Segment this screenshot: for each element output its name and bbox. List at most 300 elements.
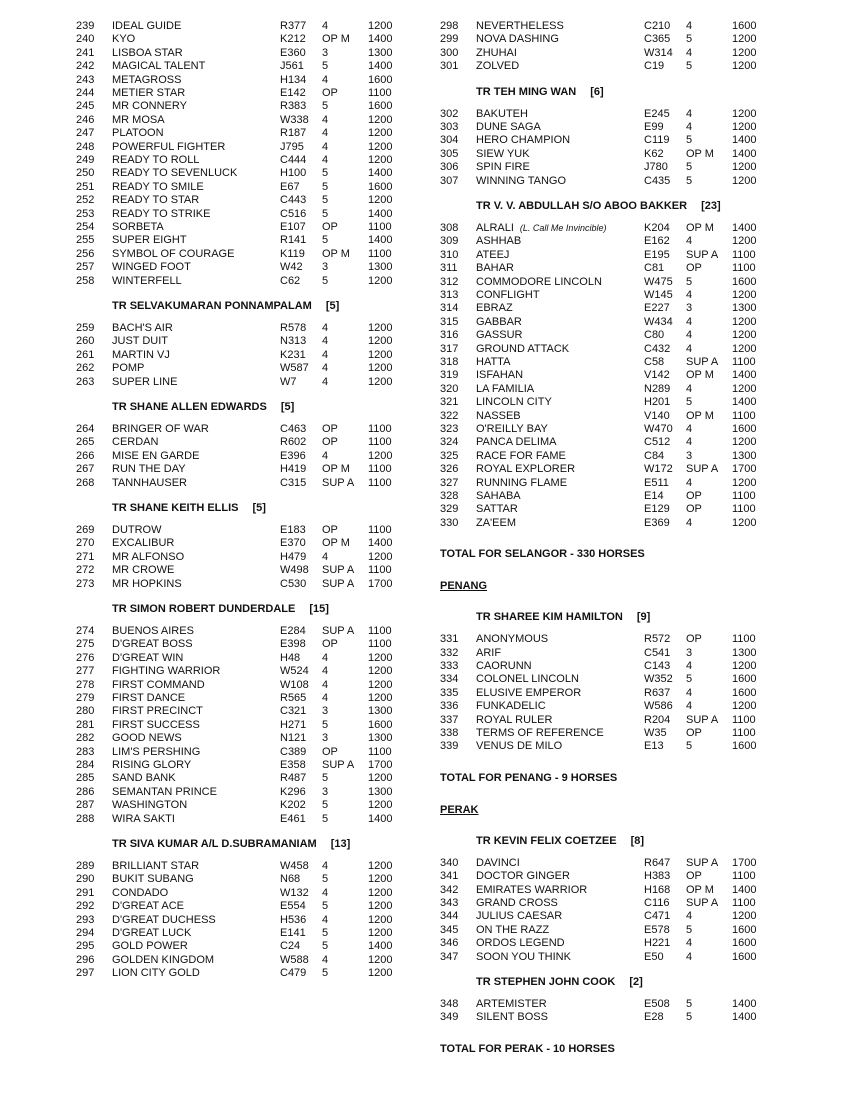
horse-rating: OP bbox=[322, 87, 338, 99]
entry-number: 275 bbox=[76, 638, 95, 651]
horse-rating: 5 bbox=[322, 799, 329, 812]
horse-name-text: ORDOS LEGEND bbox=[476, 937, 565, 950]
horse-distance: 1300 bbox=[368, 46, 393, 59]
trainer-horse-count: [15] bbox=[309, 603, 329, 615]
horse-rating: 4 bbox=[322, 692, 329, 704]
horse-name-text: GROUND ATTACK bbox=[476, 342, 570, 355]
entry-number: 263 bbox=[76, 375, 95, 388]
horse-name-text: GASSUR bbox=[476, 329, 523, 342]
horse-code: R487 bbox=[280, 772, 307, 785]
horse-name-text: METIER STAR bbox=[112, 87, 186, 99]
entry-number: 286 bbox=[76, 785, 95, 798]
horse-rating: 4 bbox=[322, 886, 329, 899]
horse-name-text: EXCALIBUR bbox=[112, 537, 175, 550]
horse-name-text: CONDADO bbox=[112, 886, 169, 899]
horse-name-text: RUNNING FLAME bbox=[476, 476, 568, 489]
horse-name bbox=[476, 937, 565, 950]
horse-distance: 1700 bbox=[732, 463, 757, 476]
horse-name bbox=[476, 161, 530, 174]
horse-rating: 4 bbox=[686, 121, 693, 133]
trainer-name: TR KEVIN FELIX COETZEE bbox=[476, 834, 617, 847]
horse-name-text: FIGHTING WARRIOR bbox=[112, 665, 221, 678]
horse-name bbox=[112, 578, 182, 591]
horse-distance: 1200 bbox=[732, 516, 757, 529]
horse-rating: 5 bbox=[322, 812, 329, 825]
horse-name bbox=[476, 924, 549, 937]
horse-name bbox=[112, 322, 173, 335]
horse-rating: 4 bbox=[322, 362, 329, 375]
horse-distance: 1100 bbox=[732, 356, 756, 368]
horse-code: E358 bbox=[280, 759, 306, 771]
trainer-name: TR SHAREE KIM HAMILTON bbox=[476, 611, 623, 624]
horse-rating: 4 bbox=[686, 700, 693, 713]
entry-number: 307 bbox=[440, 174, 459, 187]
trainer-horse-count: [2] bbox=[629, 976, 643, 988]
horse-name-text: FIRST COMMAND bbox=[112, 678, 205, 691]
horse-rating: 3 bbox=[686, 449, 693, 462]
horse-rating: 4 bbox=[322, 348, 329, 361]
trainer-horse-count: [5] bbox=[280, 401, 295, 413]
horse-name-text: CAORUNN bbox=[476, 660, 532, 672]
trainer-horse-count: [13] bbox=[330, 838, 351, 850]
entry-number: 260 bbox=[76, 335, 95, 348]
horse-code: E99 bbox=[644, 121, 664, 133]
horse-rating: SUP A bbox=[322, 476, 355, 489]
horse-rating: OP bbox=[322, 638, 338, 651]
horse-code: E370 bbox=[280, 537, 306, 550]
horse-code: R637 bbox=[644, 686, 671, 699]
horse-name bbox=[112, 799, 187, 812]
horse-rating: 5 bbox=[322, 100, 329, 113]
horse-name bbox=[476, 633, 548, 646]
horse-code: C512 bbox=[644, 436, 671, 449]
horse-code: C24 bbox=[280, 940, 301, 953]
entry-number: 346 bbox=[440, 937, 459, 950]
entry-number: 329 bbox=[440, 503, 459, 516]
entry-number: 291 bbox=[76, 886, 95, 899]
horse-rating: 3 bbox=[686, 646, 693, 659]
horse-name-text: ARIF bbox=[476, 646, 502, 659]
horse-name-text: HATTA bbox=[476, 356, 511, 368]
horse-code: K204 bbox=[644, 222, 670, 234]
trainer-name: TR V. V. ABDULLAH S/O ABOO BAKKER bbox=[476, 200, 688, 212]
entry-number: 255 bbox=[76, 234, 95, 247]
horse-rating: 4 bbox=[322, 127, 329, 140]
entry-number: 308 bbox=[440, 222, 459, 234]
horse-code: R602 bbox=[280, 436, 307, 449]
horse-code: C81 bbox=[644, 262, 665, 275]
trainer-heading bbox=[112, 603, 329, 616]
horse-rating: 4 bbox=[322, 651, 329, 664]
horse-distance: 1200 bbox=[368, 194, 393, 207]
horse-rating: OP M bbox=[322, 463, 350, 476]
horse-code: H168 bbox=[644, 883, 671, 896]
horse-distance: 1200 bbox=[732, 33, 757, 46]
horse-rating: 4 bbox=[322, 335, 329, 348]
horse-distance: 1200 bbox=[732, 121, 757, 133]
horse-name bbox=[112, 927, 191, 940]
horse-code: C435 bbox=[644, 174, 671, 187]
horse-distance: 1200 bbox=[368, 900, 393, 913]
horse-name-text: ANONYMOUS bbox=[476, 633, 549, 646]
horse-name bbox=[476, 910, 562, 923]
horse-distance: 1200 bbox=[732, 60, 757, 73]
horse-code: W7 bbox=[280, 375, 297, 388]
horse-name bbox=[112, 860, 199, 873]
entry-number: 284 bbox=[76, 759, 95, 771]
trainer-horse-count: [5] bbox=[325, 300, 340, 312]
horse-code: C389 bbox=[280, 745, 307, 758]
horse-distance: 1200 bbox=[368, 927, 393, 939]
horse-code: N68 bbox=[280, 873, 301, 886]
horse-rating: OP M bbox=[686, 147, 714, 160]
horse-distance: 1200 bbox=[732, 107, 757, 120]
entry-number: 315 bbox=[440, 315, 459, 328]
entry-number: 269 bbox=[76, 524, 95, 536]
horse-distance: 1200 bbox=[368, 335, 393, 348]
horse-code: R204 bbox=[644, 713, 671, 726]
horse-rating: 4 bbox=[686, 686, 693, 699]
horse-distance: 1100 bbox=[368, 476, 392, 489]
horse-code: E227 bbox=[644, 302, 670, 315]
horse-distance: 1100 bbox=[368, 524, 392, 536]
horse-name bbox=[476, 714, 552, 727]
horse-name bbox=[476, 673, 579, 686]
entry-number: 348 bbox=[440, 998, 459, 1010]
horse-name-text: LIM'S PERSHING bbox=[112, 745, 201, 758]
horse-rating: OP bbox=[686, 490, 702, 502]
horse-rating: 4 bbox=[322, 154, 329, 166]
horse-name-text: SYMBOL OF COURAGE bbox=[112, 247, 235, 260]
entry-number: 248 bbox=[76, 140, 95, 153]
horse-name bbox=[476, 383, 534, 396]
horse-rating: 4 bbox=[686, 476, 693, 489]
horse-name-text: ELUSIVE EMPEROR bbox=[476, 686, 582, 699]
horse-distance: 1600 bbox=[732, 950, 757, 963]
horse-name-text: RUN THE DAY bbox=[112, 463, 186, 476]
horse-distance: 1200 bbox=[368, 322, 393, 334]
horse-rating: 4 bbox=[686, 329, 693, 342]
horse-name bbox=[476, 727, 604, 740]
horse-name-text: NOVA DASHING bbox=[476, 33, 559, 46]
horse-name-text: MR CROWE bbox=[112, 564, 175, 577]
horse-distance: 1400 bbox=[732, 369, 757, 382]
horse-name-text: METAGROSS bbox=[112, 73, 182, 86]
horse-code: C541 bbox=[644, 646, 671, 659]
horse-distance: 1200 bbox=[368, 913, 393, 926]
horse-distance: 1100 bbox=[732, 262, 756, 275]
horse-distance: 1400 bbox=[732, 883, 757, 896]
horse-distance: 1100 bbox=[368, 436, 392, 449]
horse-rating: OP bbox=[686, 727, 702, 739]
horse-name bbox=[476, 740, 562, 753]
horse-name bbox=[112, 679, 205, 692]
horse-code: W498 bbox=[280, 564, 309, 577]
horse-name-text: MR CONNERY bbox=[112, 100, 187, 113]
horse-name bbox=[476, 33, 559, 46]
entry-number: 293 bbox=[76, 913, 95, 926]
horse-name bbox=[112, 705, 203, 718]
entry-number: 262 bbox=[76, 362, 95, 375]
horse-code: E141 bbox=[280, 927, 306, 939]
horse-name-text: EMIRATES WARRIOR bbox=[476, 883, 588, 896]
region-total: TOTAL FOR PERAK - 10 HORSES bbox=[440, 1042, 615, 1055]
entry-number: 328 bbox=[440, 490, 459, 502]
horse-code: E511 bbox=[644, 476, 669, 489]
entry-number: 283 bbox=[76, 745, 95, 758]
horse-name bbox=[112, 772, 176, 785]
horse-name-text: SATTAR bbox=[476, 503, 518, 516]
horse-rating: 3 bbox=[322, 732, 329, 745]
entry-number: 332 bbox=[440, 646, 459, 659]
entry-number: 287 bbox=[76, 799, 95, 812]
horse-code: W458 bbox=[280, 860, 309, 872]
horse-distance: 1200 bbox=[732, 235, 757, 248]
horse-distance: 1200 bbox=[732, 660, 757, 672]
horse-name-text: SIEW YUK bbox=[476, 147, 530, 160]
entry-number: 304 bbox=[440, 134, 459, 147]
horse-name-text: VENUS DE MILO bbox=[476, 740, 563, 753]
horse-name-text: JULIUS CAESAR bbox=[476, 910, 563, 923]
horse-distance: 1600 bbox=[732, 686, 757, 699]
horse-rating: 4 bbox=[322, 913, 329, 926]
horse-distance: 1200 bbox=[732, 910, 757, 923]
entry-number: 265 bbox=[76, 436, 95, 449]
horse-rating: 4 bbox=[686, 46, 693, 59]
entry-number: 323 bbox=[440, 423, 459, 435]
region-total: TOTAL FOR SELANGOR - 330 HORSES bbox=[440, 548, 645, 561]
trainer-name: TR SHANE KEITH ELLIS bbox=[112, 502, 239, 514]
horse-rating: 4 bbox=[686, 516, 693, 529]
horse-distance: 1200 bbox=[368, 348, 393, 361]
horse-distance: 1400 bbox=[368, 60, 393, 73]
horse-name-text: MAGICAL TALENT bbox=[112, 60, 206, 73]
horse-distance: 1200 bbox=[732, 382, 757, 395]
horse-distance: 1200 bbox=[368, 873, 393, 886]
horse-rating: 4 bbox=[686, 910, 693, 923]
entry-number: 343 bbox=[440, 897, 459, 909]
horse-distance: 1100 bbox=[368, 247, 392, 260]
horse-name bbox=[112, 335, 168, 348]
horse-name bbox=[476, 951, 571, 964]
horse-rating: 5 bbox=[322, 927, 329, 939]
horse-name bbox=[476, 503, 518, 516]
horse-distance: 1100 bbox=[732, 633, 756, 646]
horse-code: E129 bbox=[644, 503, 670, 516]
horse-code: R572 bbox=[644, 633, 671, 646]
horse-rating: OP M bbox=[686, 883, 714, 896]
horse-rating: 4 bbox=[322, 113, 329, 126]
entry-number: 294 bbox=[76, 927, 95, 939]
horse-name bbox=[112, 900, 184, 913]
horse-name-text: NASSEB bbox=[476, 409, 521, 422]
horse-distance: 1700 bbox=[368, 577, 393, 590]
entry-number: 253 bbox=[76, 207, 95, 220]
horse-rating: 5 bbox=[322, 234, 329, 247]
entry-number: 250 bbox=[76, 167, 95, 180]
horse-distance: 1600 bbox=[368, 100, 393, 113]
horse-name-text: EBRAZ bbox=[476, 302, 513, 315]
horse-name-text: MISE EN GARDE bbox=[112, 449, 200, 462]
horse-code: H271 bbox=[280, 718, 307, 731]
horse-distance: 1600 bbox=[732, 937, 757, 950]
horse-name-text: ZA'EEM bbox=[476, 516, 516, 529]
horse-distance: 1200 bbox=[368, 127, 393, 140]
horse-rating: SUP A bbox=[686, 713, 719, 726]
horse-rating: 4 bbox=[686, 342, 693, 355]
horse-name bbox=[112, 362, 144, 375]
horse-name bbox=[476, 134, 570, 147]
horse-name-text: WINNING TANGO bbox=[476, 174, 567, 187]
horse-rating: OP bbox=[322, 436, 338, 449]
horse-code: W132 bbox=[280, 886, 309, 899]
entry-number: 301 bbox=[440, 60, 459, 73]
horse-distance: 1300 bbox=[368, 705, 393, 718]
horse-name-text: TERMS OF REFERENCE bbox=[476, 727, 604, 739]
horse-code: W434 bbox=[644, 315, 673, 328]
horse-code: H221 bbox=[644, 937, 671, 950]
trainer-name: TR SIVA KUMAR A/L D.SUBRAMANIAM bbox=[112, 838, 317, 850]
horse-distance: 1200 bbox=[368, 860, 393, 872]
horse-name-text: WIRA SAKTI bbox=[112, 812, 175, 825]
horse-code: C471 bbox=[644, 910, 671, 923]
entry-number: 309 bbox=[440, 235, 459, 248]
horse-name-text: GOOD NEWS bbox=[112, 732, 182, 745]
horse-distance: 1400 bbox=[368, 207, 393, 220]
horse-rating: 5 bbox=[322, 940, 329, 953]
horse-name-text: TANNHAUSER bbox=[112, 476, 187, 489]
horse-name-text: BRILLIANT STAR bbox=[112, 860, 200, 872]
horse-code: J561 bbox=[280, 60, 304, 73]
horse-name bbox=[112, 759, 191, 772]
horse-name-text: ALRALI bbox=[476, 222, 514, 234]
horse-distance: 1100 bbox=[368, 745, 392, 758]
entry-number: 277 bbox=[76, 665, 95, 678]
horse-distance: 1200 bbox=[732, 342, 757, 355]
horse-name-text: MR MOSA bbox=[112, 113, 165, 126]
horse-rating: 5 bbox=[686, 174, 693, 187]
horse-rating: 5 bbox=[686, 673, 693, 686]
horse-distance: 1100 bbox=[368, 564, 392, 577]
horse-name-text: ROYAL EXPLORER bbox=[476, 463, 576, 476]
horse-rating: 5 bbox=[686, 60, 693, 73]
horse-code: W586 bbox=[644, 700, 673, 713]
horse-name bbox=[476, 276, 602, 289]
horse-code: E28 bbox=[644, 1011, 664, 1024]
horse-name bbox=[112, 665, 220, 678]
entry-number: 345 bbox=[440, 923, 459, 936]
horse-name bbox=[112, 551, 184, 564]
horse-name-text: POWERFUL FIGHTER bbox=[112, 140, 226, 153]
horse-distance: 1600 bbox=[732, 673, 757, 686]
entry-number: 338 bbox=[440, 727, 459, 739]
trainer-name: TR SELVAKUMARAN PONNAMPALAM bbox=[112, 300, 312, 312]
horse-name bbox=[112, 376, 177, 389]
horse-name bbox=[476, 517, 516, 530]
entry-number: 313 bbox=[440, 289, 459, 301]
trainer-name: TR SHANE ALLEN EDWARDS bbox=[112, 401, 267, 413]
horse-name bbox=[112, 33, 135, 46]
horse-name bbox=[112, 564, 174, 577]
horse-name bbox=[476, 396, 552, 409]
entry-number: 300 bbox=[440, 46, 459, 59]
horse-name bbox=[112, 625, 194, 638]
horse-code: E162 bbox=[644, 235, 670, 248]
horse-name-text: BAHAR bbox=[476, 262, 514, 275]
horse-name-text: IDEAL GUIDE bbox=[112, 20, 182, 32]
horse-name-text: FIRST DANCE bbox=[112, 692, 186, 704]
entry-number: 311 bbox=[440, 262, 458, 275]
horse-rating: 4 bbox=[322, 449, 329, 462]
entry-number: 242 bbox=[76, 60, 95, 73]
entry-number: 245 bbox=[76, 100, 95, 113]
horse-name bbox=[112, 221, 164, 234]
entry-number: 241 bbox=[76, 46, 95, 59]
horse-name bbox=[112, 87, 185, 100]
horse-code: K202 bbox=[280, 799, 306, 812]
horse-distance: 1200 bbox=[368, 953, 393, 966]
entry-number: 306 bbox=[440, 161, 459, 174]
horse-name bbox=[112, 74, 181, 87]
entry-number: 324 bbox=[440, 436, 459, 449]
horse-rating: 4 bbox=[322, 375, 329, 388]
horse-distance: 1200 bbox=[732, 329, 757, 342]
horse-rating: 4 bbox=[322, 678, 329, 691]
horse-distance: 1200 bbox=[368, 362, 393, 375]
horse-name bbox=[112, 261, 191, 274]
horse-name bbox=[476, 1011, 548, 1024]
horse-distance: 1400 bbox=[368, 33, 393, 46]
horse-rating: 5 bbox=[686, 33, 693, 46]
horse-distance: 1400 bbox=[368, 537, 393, 550]
horse-distance: 1100 bbox=[368, 638, 392, 651]
horse-name-text: GRAND CROSS bbox=[476, 897, 558, 909]
horse-code: E50 bbox=[644, 950, 664, 963]
horse-code: N289 bbox=[644, 382, 671, 395]
entry-number: 305 bbox=[440, 147, 459, 160]
horse-distance: 1100 bbox=[368, 625, 392, 637]
horse-code: R383 bbox=[280, 100, 307, 113]
entry-number: 312 bbox=[440, 275, 459, 288]
horse-distance: 1200 bbox=[732, 46, 757, 59]
entry-number: 321 bbox=[440, 396, 459, 409]
entry-number: 303 bbox=[440, 121, 459, 133]
horse-rating: 4 bbox=[686, 315, 693, 328]
horse-name bbox=[112, 887, 168, 900]
horse-distance: 1200 bbox=[368, 550, 393, 563]
horse-rating: 4 bbox=[686, 950, 693, 963]
horse-rating: 3 bbox=[686, 302, 693, 315]
horse-rating: SUP A bbox=[686, 856, 719, 869]
horse-distance: 1300 bbox=[368, 785, 393, 798]
horse-rating: 4 bbox=[322, 322, 329, 334]
entry-number: 285 bbox=[76, 772, 95, 785]
horse-code: R565 bbox=[280, 692, 307, 704]
entry-number: 337 bbox=[440, 713, 459, 726]
horse-code: C119 bbox=[644, 134, 670, 147]
horse-code: E396 bbox=[280, 449, 306, 462]
horse-rating: 5 bbox=[686, 161, 693, 174]
horse-distance: 1200 bbox=[368, 154, 393, 166]
horse-code: V140 bbox=[644, 409, 670, 422]
horse-distance: 1600 bbox=[732, 923, 757, 936]
horse-code: H48 bbox=[280, 651, 301, 664]
horse-rating: 4 bbox=[322, 665, 329, 678]
entry-number: 259 bbox=[76, 322, 95, 334]
entry-number: 327 bbox=[440, 476, 459, 489]
entry-number: 310 bbox=[440, 248, 459, 261]
horse-rating: 4 bbox=[322, 20, 329, 32]
